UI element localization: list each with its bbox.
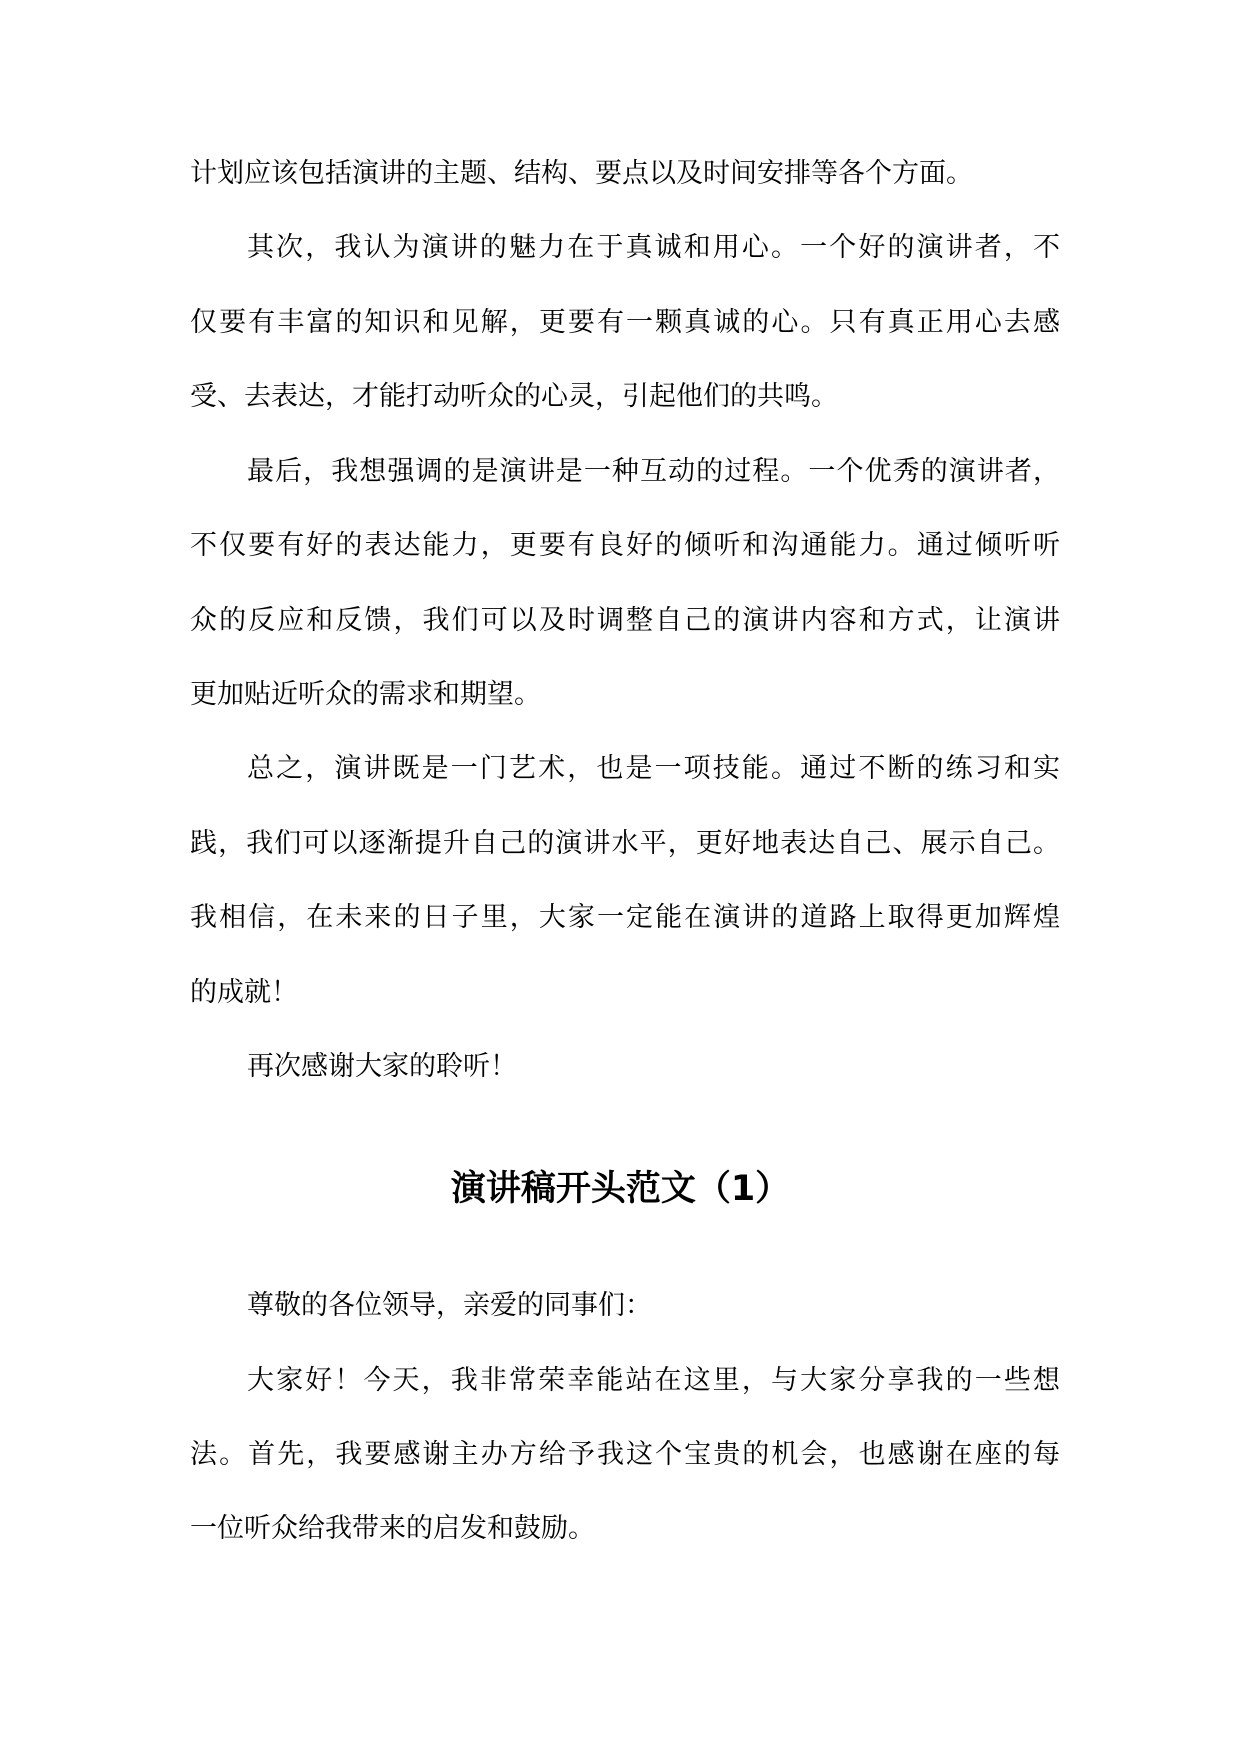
salutation-line: 尊敬的各位领导，亲爱的同事们： (247, 1290, 652, 1321)
paragraph-start-line: 再次感谢大家的聆听！ (247, 1051, 517, 1082)
text-line: 仅要有丰富的知识和见解，更要有一颗真诚的心。只有真正用心去感 (190, 307, 1060, 338)
paragraph-start-line: 其次，我认为演讲的魅力在于真诚和用心。一个好的演讲者，不 (247, 232, 1060, 263)
text-line: 一位听众给我带来的启发和鼓励。 (190, 1513, 595, 1544)
text-line: 众的反应和反馈，我们可以及时调整自己的演讲内容和方式，让演讲 (190, 605, 1060, 636)
paragraph-start-line: 大家好！今天，我非常荣幸能站在这里，与大家分享我的一些想 (247, 1365, 1060, 1396)
text-line: 法。首先，我要感谢主办方给予我这个宝贵的机会，也感谢在座的每 (190, 1439, 1060, 1470)
text-line: 我相信，在未来的日子里，大家一定能在演讲的道路上取得更加辉煌 (190, 902, 1060, 933)
text-line: 践，我们可以逐渐提升自己的演讲水平，更好地表达自己、展示自己。 (190, 828, 1060, 859)
section-heading: 演讲稿开头范文（1） (450, 1169, 791, 1209)
text-line: 计划应该包括演讲的主题、结构、要点以及时间安排等各个方面。 (190, 158, 973, 189)
paragraph-start-line: 总之，演讲既是一门艺术，也是一项技能。通过不断的练习和实 (247, 753, 1060, 784)
paragraph-start-line: 最后，我想强调的是演讲是一种互动的过程。一个优秀的演讲者， (247, 456, 1060, 487)
text-line: 的成就！ (190, 977, 298, 1008)
text-line: 不仅要有好的表达能力，更要有良好的倾听和沟通能力。通过倾听听 (190, 530, 1060, 561)
text-line: 受、去表达，才能打动听众的心灵，引起他们的共鸣。 (190, 381, 838, 412)
text-line: 更加贴近听众的需求和期望。 (190, 679, 541, 710)
